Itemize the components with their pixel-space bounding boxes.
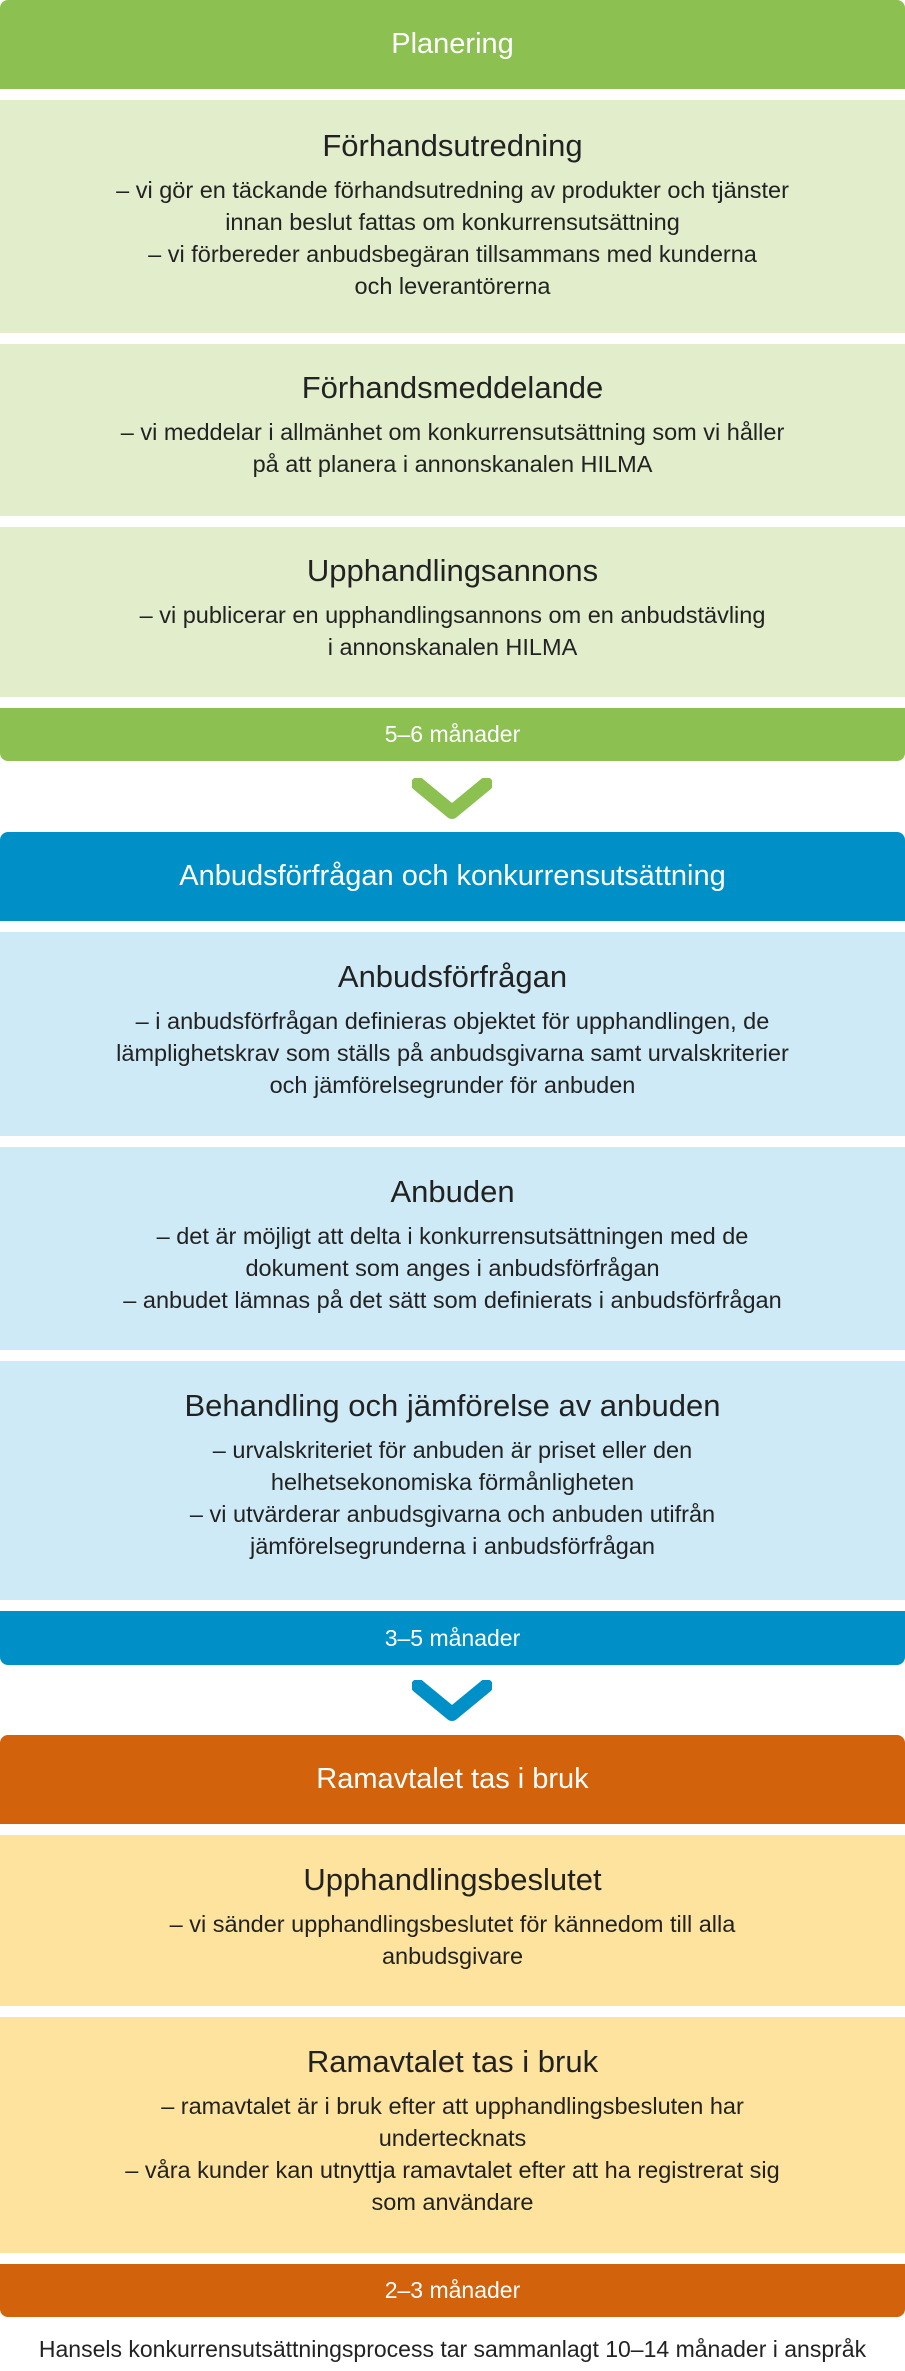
step-text-line: innan beslut fattas om konkurrensutsättning [225,209,680,235]
step-title: Upphandlingsannons [306,553,599,588]
chevron-down-icon [412,1680,492,1722]
step-text-line: dokument som anges i anbudsförfrågan [245,1255,660,1281]
step-text-line: – urvalskriteriet för anbuden är priset eller den [212,1437,693,1463]
phase-duration-planering [0,708,905,761]
step-card-behandling [0,1361,905,1600]
step-text-line: – vi gör en täckande förhandsutredning av produkter och tjänster [116,177,789,203]
step-text-line: och jämförelsegrunder för anbuden [269,1072,636,1098]
step-card-forhandsmeddelande [0,344,905,516]
step-card-upphandlingsbeslutet [0,1835,905,2006]
step-text-line: – anbudet lämnas på det sätt som definierats i anbudsförfrågan [123,1287,782,1313]
step-title: Anbuden [390,1174,515,1209]
step-text-line: – vi utvärderar anbudsgivarna och anbuden utifrån [189,1501,716,1527]
step-text-line: – vi publicerar en upphandlingsannons om en anbudstävling [139,602,766,628]
phase-title: Ramavtalet tas i bruk [316,1763,589,1795]
step-text-line: – våra kunder kan utnyttja ramavtalet efter att ha registrerat sig [125,2157,780,2183]
step-text-line: – det är möjligt att delta i konkurrensutsättningen med de [156,1223,749,1249]
step-card-anbuden [0,1147,905,1350]
step-card-upphandlingsannons [0,527,905,697]
step-text-line: lämplighetskrav som ställs på anbudsgivarna samt urvalskriterier [116,1040,789,1066]
step-text-line: i annonskanalen HILMA [327,634,578,660]
phase-title: Anbudsförfrågan och konkurrensutsättning [179,860,726,892]
step-title: Ramavtalet tas i bruk [306,2044,599,2079]
phase-duration: 3–5 månader [384,1624,521,1651]
phase-header-anbudsforfragan [0,832,905,921]
phase-duration-ramavtalet [0,2264,905,2317]
step-text-line: helhetsekonomiska förmånligheten [270,1469,635,1495]
step-text-line: som användare [371,2189,534,2215]
step-card-ramavtalet [0,2017,905,2253]
step-title: Förhandsmeddelande [301,370,604,405]
phase-header-planering [0,0,905,89]
phase-duration-anbudsforfragan [0,1611,905,1665]
chevron-down-icon [412,778,492,820]
step-text-line: – ramavtalet är i bruk efter att upphandlingsbesluten har [161,2093,744,2119]
phase-title: Planering [391,28,514,60]
process-caption: Hansels konkurrensutsättningsprocess tar sammanlagt 10–14 månader i anspråk [38,2336,867,2362]
step-text-line: på att planera i annonskanalen HILMA [252,451,653,477]
step-card-anbudsforfragan [0,932,905,1136]
step-title: Upphandlingsbeslutet [303,1862,602,1897]
step-card-forhandsutredning [0,100,905,333]
step-text-line: – i anbudsförfrågan definieras objektet för upphandlingen, de [135,1008,770,1034]
step-title: Behandling och jämförelse av anbuden [184,1388,721,1423]
step-text-line: – vi meddelar i allmänhet om konkurrensutsättning som vi håller [120,419,785,445]
step-text-line: jämförelsegrunderna i anbudsförfrågan [250,1533,655,1559]
step-text-line: – vi sänder upphandlingsbeslutet för kännedom till alla [169,1911,736,1937]
phase-duration: 2–3 månader [384,2277,521,2303]
phase-duration: 5–6 månader [384,721,521,747]
step-text-line: undertecknats [378,2125,527,2151]
step-title: Förhandsutredning [322,128,583,163]
phase-header-ramavtalet [0,1735,905,1824]
step-text-line: anbudsgivare [381,1943,524,1969]
step-text-line: – vi förbereder anbudsbegäran tillsammans med kunderna [148,241,757,267]
step-text-line: och leverantörerna [354,273,551,299]
step-title: Anbudsförfrågan [337,959,568,994]
